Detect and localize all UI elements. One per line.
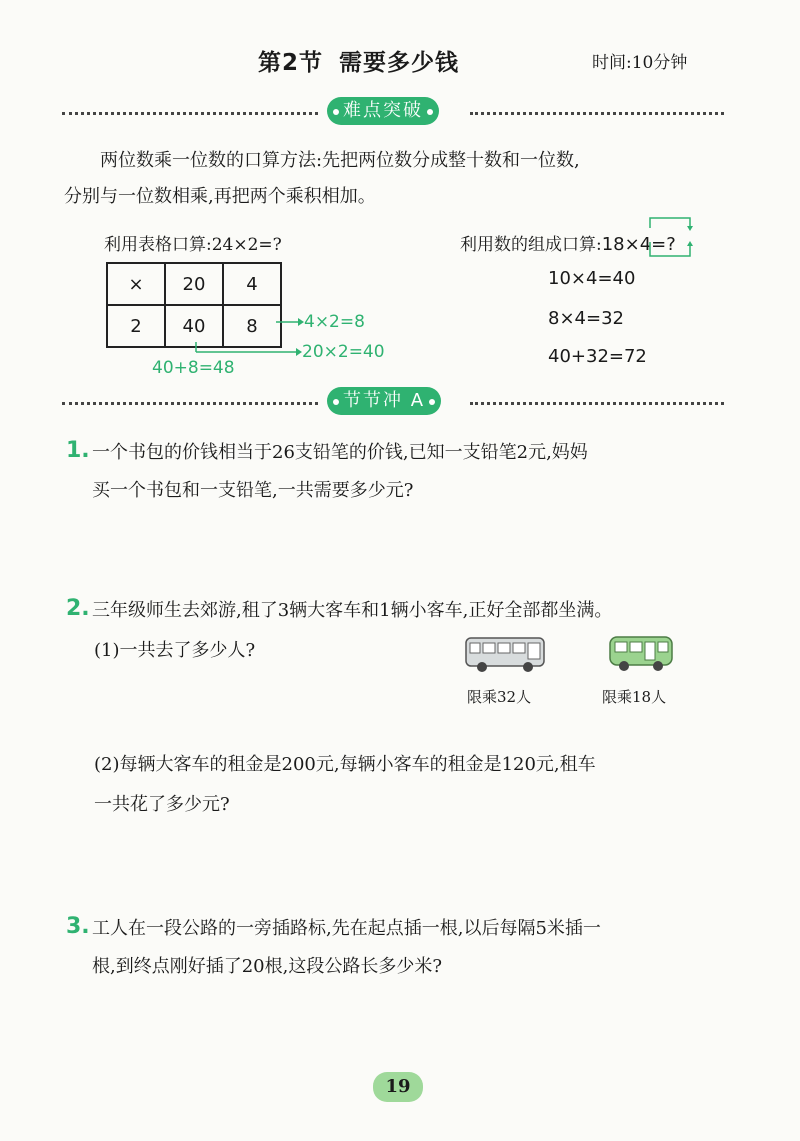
practice-badge: 节节冲 A [327,387,441,415]
compose-step-2: 8×4=32 [548,308,624,329]
table-cell: 40 [165,305,223,347]
question-1-number: 1. [66,438,90,463]
divider-left-2 [62,402,318,405]
compose-title: 利用数的组成口算: [460,235,602,255]
table-arrows [0,0,800,400]
method-line-1: 两位数乘一位数的口算方法:先把两位数分成整十数和一位数, [100,150,580,171]
question-2-sub-1: (1)一共去了多少人? [94,640,256,661]
difficulty-badge: 难点突破 [327,97,439,125]
table-cell: 2 [107,305,165,347]
table-cell: 8 [223,305,281,347]
section-number: 第2节 [258,50,324,76]
compose-step-1: 10×4=40 [548,268,636,289]
compose-expression: 18×4=? [601,234,676,255]
compose-step-3: 40+32=72 [548,346,647,367]
small-bus-icon [608,634,676,676]
table-method-title: 利用表格口算:24×2=? [104,235,282,255]
question-1-line-1: 一个书包的价钱相当于26支铅笔的价钱,已知一支铅笔2元,妈妈 [92,442,588,463]
table-cell: 4 [223,263,281,305]
question-2-line-1: 三年级师生去郊游,租了3辆大客车和1辆小客车,正好全部都坐满。 [92,600,613,621]
big-bus-icon [464,636,548,676]
section-title: 需要多少钱 [339,50,460,76]
sum-result: 40+8=48 [152,358,235,378]
method-line-2: 分别与一位数相乘,再把两个乘积相加。 [64,186,376,207]
small-bus-caption: 限乘18人 [602,688,667,706]
question-2-number: 2. [66,596,90,621]
question-3-line-1: 工人在一段公路的一旁插路标,先在起点插一根,以后每隔5米插一 [92,918,601,939]
question-3-number: 3. [66,914,90,939]
question-2-sub-2-line-2: 一共花了多少元? [94,794,230,815]
compose-bracket [640,214,700,262]
table-cell: × [107,263,165,305]
arrow-result-2: 20×2=40 [302,342,385,362]
big-bus-caption: 限乘32人 [467,688,532,706]
question-2-sub-2-line-1: (2)每辆大客车的租金是200元,每辆小客车的租金是120元,租车 [94,754,596,775]
time-limit: 时间:10分钟 [592,53,688,73]
question-1-line-2: 买一个书包和一支铅笔,一共需要多少元? [92,480,414,501]
arrow-result-1: 4×2=8 [304,312,365,332]
divider-right-2 [470,402,724,405]
question-3-line-2: 根,到终点刚好插了20根,这段公路长多少米? [92,956,442,977]
page-number: 19 [373,1072,423,1102]
table-cell: 20 [165,263,223,305]
